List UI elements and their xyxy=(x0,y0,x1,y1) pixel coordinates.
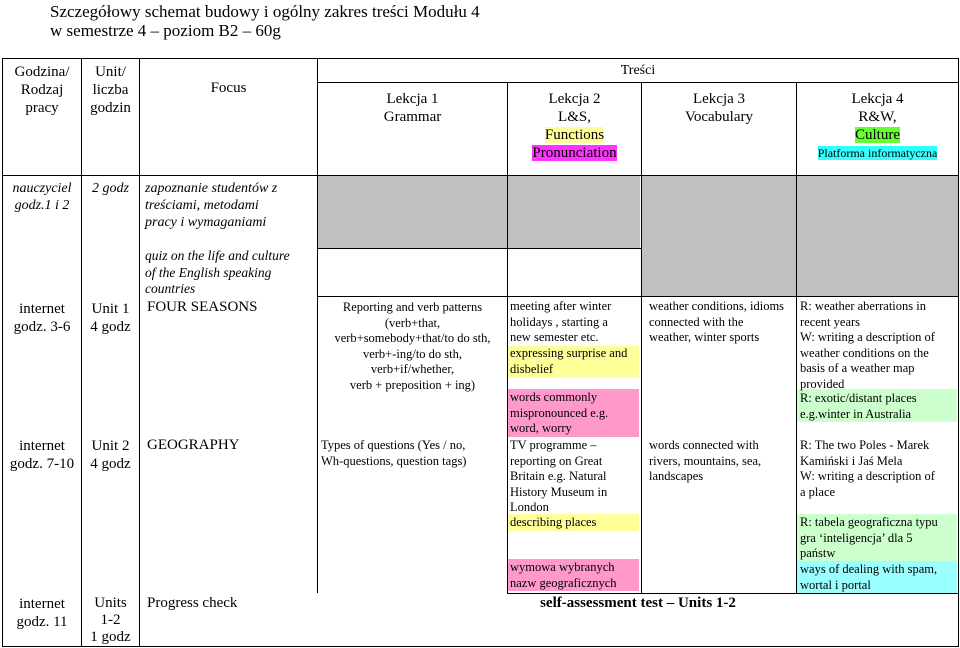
cell-text: ways of dealing with spam, xyxy=(800,562,938,576)
cell-text: holidays , starting a xyxy=(510,314,608,329)
cell-text: R: exotic/distant places xyxy=(800,391,917,405)
cell-text: meeting after winter xyxy=(510,299,612,313)
cell-text: Unit 2 xyxy=(91,438,130,454)
row2-lesson2-c xyxy=(510,390,640,437)
grid-line xyxy=(2,175,958,176)
title-line-1: Szczegółowy schemat budowy i ogólny zakres treści Modułu 4 xyxy=(50,2,480,21)
grid-line xyxy=(2,58,958,59)
cell-text: weather conditions on the xyxy=(800,345,929,360)
cell-text: internet xyxy=(19,438,65,454)
cell-text: internet xyxy=(19,596,65,612)
row2-focus-quiz xyxy=(145,248,317,298)
cell-text: verb + preposition + ing) xyxy=(349,377,476,392)
row1-focus xyxy=(145,180,317,231)
header-text: Vocabulary xyxy=(684,109,754,125)
cell-text: countries xyxy=(145,281,196,296)
header-text: Lekcja 3 xyxy=(692,91,746,107)
row2-lesson2-b xyxy=(510,346,640,377)
grid-line xyxy=(81,58,82,647)
cell-text: 4 godz xyxy=(90,319,131,335)
row2-lesson2-a xyxy=(510,299,640,346)
cell-text: word, worry xyxy=(510,421,572,435)
row2-focus-topic: FOUR SEASONS xyxy=(147,299,258,315)
cell-text: R: weather aberrations in xyxy=(800,299,926,313)
grid-line xyxy=(317,82,958,83)
header-text: pracy xyxy=(25,100,59,116)
header-text xyxy=(797,126,958,144)
row4-who xyxy=(3,595,81,631)
cell-text: a place xyxy=(800,484,836,499)
row4-unit xyxy=(82,595,139,646)
cell-text: Unit 1 xyxy=(91,301,130,317)
page-title xyxy=(50,2,480,40)
cell-text: connected with the xyxy=(649,314,744,329)
cell-text: rivers, mountains, sea, xyxy=(649,453,762,468)
cell-text: words commonly xyxy=(510,390,598,404)
row3-lesson1 xyxy=(321,438,507,469)
cell-text: 4 godz xyxy=(90,456,131,472)
grid-line xyxy=(958,58,959,647)
cell-text: landscapes xyxy=(649,469,704,483)
functions-label: Functions xyxy=(544,127,605,143)
header-text: R&W, xyxy=(858,109,897,125)
cell-text: TV programme – xyxy=(510,438,597,452)
cell-text: History Museum in xyxy=(510,484,608,499)
cell-text: nazw geograficznych xyxy=(510,575,617,590)
cell-text: weather, winter sports xyxy=(649,330,760,344)
cell-text: R: The two Poles - Marek xyxy=(800,438,930,452)
header-lesson-3 xyxy=(642,90,796,126)
cell-text: verb+-ing/to do sth, xyxy=(362,346,463,361)
row3-lesson2-b: describing places xyxy=(510,515,597,529)
grid-line xyxy=(317,296,641,297)
row3-lesson4-c xyxy=(800,562,957,593)
row3-lesson4-a xyxy=(800,438,957,500)
cell-text: verb+if/whether, xyxy=(370,362,455,376)
cell-text: W: writing a description of xyxy=(800,469,935,483)
row4-content: self-assessment test – Units 1-2 xyxy=(540,595,736,611)
cell-text: wymowa wybranych xyxy=(510,560,615,574)
header-text xyxy=(508,144,641,162)
cell-text: new semester etc. xyxy=(510,330,599,344)
cell-text: Britain e.g. Natural xyxy=(510,469,607,483)
cell-text: Wh-questions, question tags) xyxy=(321,453,467,468)
row3-lesson2-c xyxy=(510,560,640,591)
cell-text: verb+somebody+that/to do sth, xyxy=(334,331,491,345)
cell-text: wortal i portal xyxy=(800,577,871,592)
header-text: L&S, xyxy=(558,109,591,125)
cell-text: recent years xyxy=(800,314,861,329)
row3-lesson3 xyxy=(649,438,796,485)
cell-text: W: writing a description of xyxy=(800,330,935,344)
shaded-cell-lesson1-3 xyxy=(317,176,640,248)
cell-text: provided xyxy=(800,376,845,391)
header-lesson-4 xyxy=(797,90,958,162)
grid-line xyxy=(641,296,958,297)
row2-who xyxy=(3,300,81,336)
cell-text: godz.1 i 2 xyxy=(14,198,70,213)
header-text xyxy=(797,144,958,162)
row2-lesson3 xyxy=(649,299,796,346)
cell-text: quiz on the life and culture xyxy=(145,248,290,263)
row2-lesson4-a xyxy=(800,299,957,392)
header-text: godzin xyxy=(90,100,131,116)
row3-focus-topic: GEOGRAPHY xyxy=(147,437,240,453)
header-text: Lekcja 4 xyxy=(851,91,904,107)
grid-line xyxy=(507,593,958,594)
cell-text: words connected with xyxy=(649,438,759,452)
cell-text: disbelief xyxy=(510,361,554,376)
cell-text: e.g.winter in Australia xyxy=(800,406,912,421)
cell-text: Units xyxy=(94,595,127,611)
header-text: Lekcja 1 xyxy=(386,91,439,107)
grid-line xyxy=(139,58,140,647)
row2-lesson1 xyxy=(318,300,507,393)
header-text: Godzina/ xyxy=(14,64,70,80)
cell-text: reporting on Great xyxy=(510,453,603,468)
header-tresci: Treści xyxy=(620,63,656,78)
cell-text: of the English speaking xyxy=(145,264,272,280)
platform-label: Platforma informatyczna xyxy=(817,146,938,160)
cell-text: treściami, metodami xyxy=(145,198,259,213)
cell-text: zapoznanie studentów z xyxy=(145,181,278,196)
title-line-2: w semestrze 4 – poziom B2 – 60g xyxy=(50,21,281,40)
header-text: liczba xyxy=(92,82,129,98)
cell-text: expressing surprise and xyxy=(510,346,628,360)
row3-lesson4-b xyxy=(800,515,957,562)
row1-unit: 2 godz xyxy=(92,181,129,196)
cell-text: 1-2 xyxy=(100,612,121,628)
header-text: Lekcja 2 xyxy=(548,91,601,107)
cell-text: gra ‘inteligencja’ dla 5 xyxy=(800,530,913,545)
cell-text: London xyxy=(510,500,549,514)
header-hour-type xyxy=(3,63,81,117)
cell-text: Types of questions (Yes / no, xyxy=(321,438,466,452)
cell-text: internet xyxy=(19,301,65,317)
cell-text: Kamiński i Jaś Mela xyxy=(800,453,903,468)
cell-text: godz. 3-6 xyxy=(13,319,71,335)
header-unit-hours xyxy=(82,63,139,117)
pronunciation-label: Pronunciation xyxy=(532,145,617,161)
shaded-cell-lesson4 xyxy=(641,176,958,296)
cell-text: godz. 7-10 xyxy=(9,456,75,472)
grid-line xyxy=(317,248,641,249)
grid-line xyxy=(641,82,642,593)
cell-text: 1 godz xyxy=(90,629,131,645)
row3-unit xyxy=(82,437,139,473)
culture-label: Culture xyxy=(855,127,900,143)
row1-who xyxy=(3,180,81,214)
cell-text: R: tabela geograficzna typu xyxy=(800,515,938,529)
cell-text: państw xyxy=(800,546,836,560)
row4-focus: Progress check xyxy=(147,595,238,611)
header-text: Unit/ xyxy=(95,64,126,80)
cell-text: mispronounced e.g. xyxy=(510,405,609,420)
grid-line xyxy=(2,646,958,647)
row2-lesson4-b xyxy=(800,391,957,422)
cell-text: (verb+that, xyxy=(384,315,441,330)
cell-text: godz. 11 xyxy=(16,614,68,630)
cell-text: basis of a weather map xyxy=(800,361,915,375)
header-focus: Focus xyxy=(210,80,247,96)
header-lesson-2 xyxy=(508,90,641,162)
grid-line xyxy=(2,58,3,647)
header-text: Rodzaj xyxy=(20,82,64,98)
row3-lesson2-a xyxy=(510,438,640,516)
row2-unit xyxy=(82,300,139,336)
header-text: Grammar xyxy=(383,109,442,125)
cell-text: weather conditions, idioms xyxy=(649,299,785,313)
cell-text: Reporting and verb patterns xyxy=(342,300,483,314)
header-lesson-1 xyxy=(318,90,507,126)
cell-text: pracy i wymaganiami xyxy=(145,215,267,230)
header-text xyxy=(508,126,641,144)
cell-text: nauczyciel xyxy=(12,181,72,196)
row3-who xyxy=(3,437,81,473)
